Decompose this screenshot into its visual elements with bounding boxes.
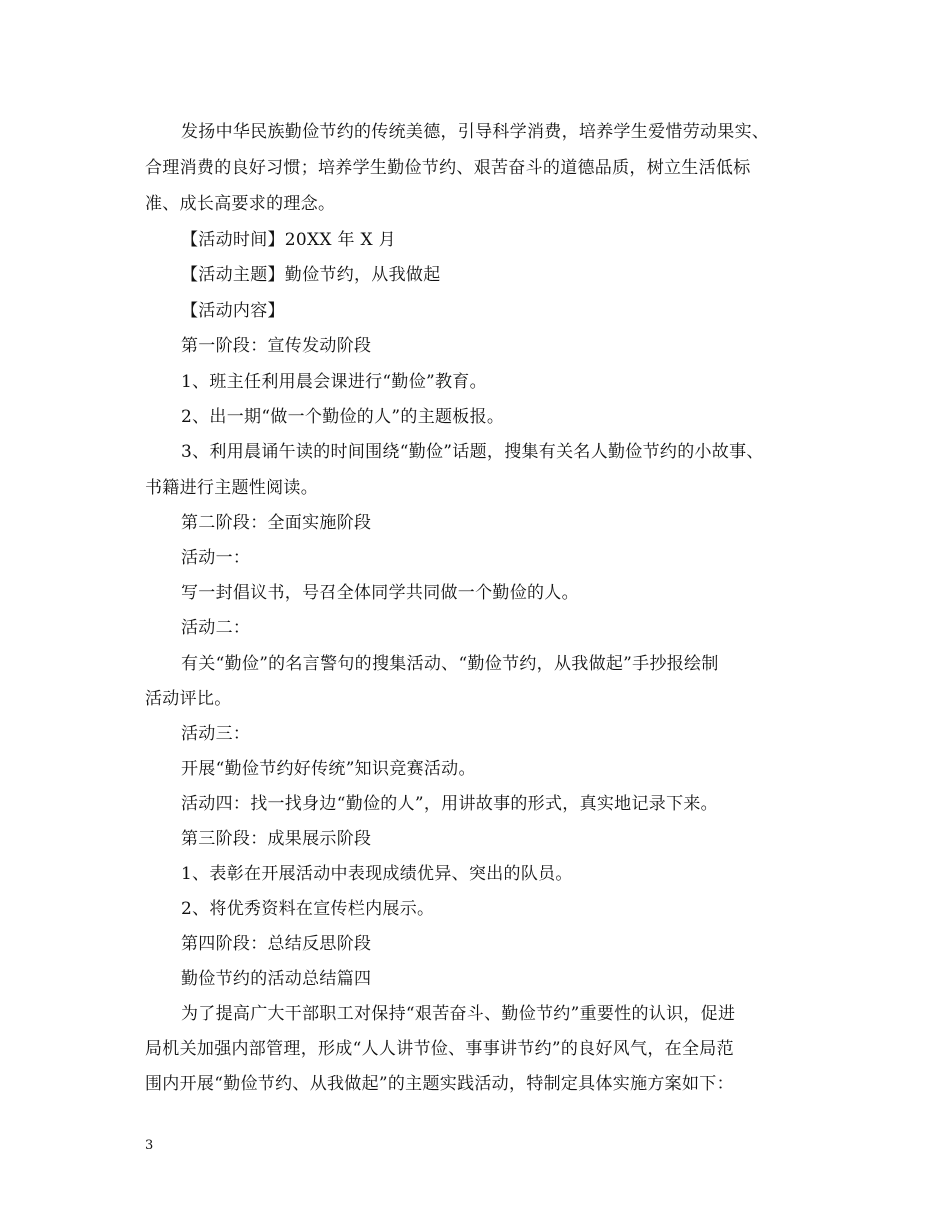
paragraph-line: 有关“勤俭”的名言警句的搜集活动、“勤俭节约，从我做起”手抄报绘制 bbox=[181, 654, 719, 674]
paragraph-line: 开展“勤俭节约好传统”知识竞赛活动。 bbox=[181, 759, 476, 779]
list-item: 1、班主任利用晨会课进行“勤俭”教育。 bbox=[181, 372, 487, 392]
stage-heading: 第一阶段：宣传发动阶段 bbox=[181, 336, 372, 356]
activity-heading: 活动一： bbox=[181, 548, 251, 568]
activity-time-line: 【活动时间】20XX 年 X 月 bbox=[181, 230, 396, 250]
activity-heading: 活动三： bbox=[181, 724, 251, 744]
activity-heading: 活动二： bbox=[181, 618, 251, 638]
paragraph-line: 局机关加强内部管理，形成“人人讲节俭、事事讲节约”的良好风气，在全局范 bbox=[145, 1039, 734, 1059]
page-number: 3 bbox=[145, 1138, 154, 1153]
paragraph-line: 活动评比。 bbox=[145, 689, 232, 709]
stage-heading: 第二阶段：全面实施阶段 bbox=[181, 513, 372, 533]
list-item: 2、出一期“做一个勤俭的人”的主题板报。 bbox=[181, 407, 505, 427]
paragraph-line: 书籍进行主题性阅读。 bbox=[145, 478, 318, 498]
list-item: 3、利用晨诵午读的时间围绕“勤俭”话题，搜集有关名人勤俭节约的小故事、 bbox=[181, 442, 764, 462]
paragraph-line: 为了提高广大干部职工对保持“艰苦奋斗、勤俭节约”重要性的认识，促进 bbox=[181, 1004, 736, 1024]
list-item: 2、将优秀资料在宣传栏内展示。 bbox=[181, 899, 435, 919]
activity-theme-line: 【活动主题】勤俭节约，从我做起 bbox=[181, 265, 441, 285]
list-item: 1、表彰在开展活动中表现成绩优异、突出的队员。 bbox=[181, 864, 573, 884]
paragraph-line: 活动四：找一找身边“勤俭的人”，用讲故事的形式，真实地记录下来。 bbox=[181, 794, 718, 814]
section-title: 勤俭节约的活动总结篇四 bbox=[181, 969, 372, 989]
paragraph-line: 合理消费的良好习惯；培养学生勤俭节约、艰苦奋斗的道德品质，树立生活低标 bbox=[145, 158, 751, 178]
paragraph-line: 准、成长高要求的理念。 bbox=[145, 194, 336, 214]
paragraph-line: 围内开展“勤俭节约、从我做起”的主题实践活动，特制定具体实施方案如下： bbox=[145, 1074, 734, 1094]
paragraph-line: 发扬中华民族勤俭节约的传统美德，引导科学消费，培养学生爱惜劳动果实、 bbox=[181, 122, 770, 142]
stage-heading: 第三阶段：成果展示阶段 bbox=[181, 829, 372, 849]
activity-content-heading: 【活动内容】 bbox=[181, 301, 285, 321]
stage-heading: 第四阶段：总结反思阶段 bbox=[181, 934, 372, 954]
paragraph-line: 写一封倡议书，号召全体同学共同做一个勤俭的人。 bbox=[181, 583, 579, 603]
